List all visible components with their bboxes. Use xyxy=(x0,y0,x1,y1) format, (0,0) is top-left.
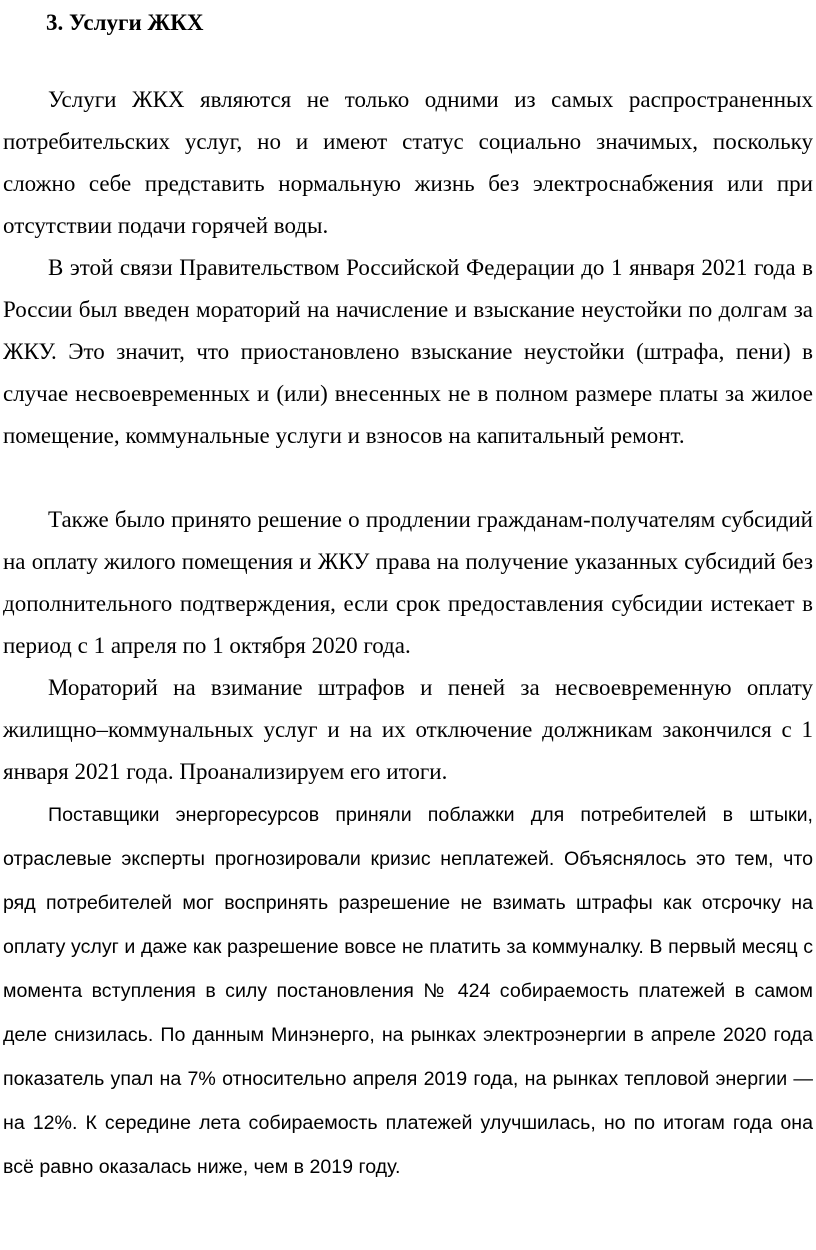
paragraph-housing-services-intro: Услуги ЖКХ являются не только одними из самых распространенных потребительских услуг, но и имеют статус социально значимых, поскольку сложно себе представить нормальную жизнь без электроснабжения или при отсутствии подачи горячей воды. xyxy=(3,87,813,238)
paragraph-subsidies-extension: Также было принято решение о продлении гражданам-получателям субсидий на оплату жилого помещения и ЖКУ права на получение указанных субсидий без дополнительного подтверждения, если срок предоставления субсидии истекает в период с 1 апреля по 1 октября 2020 года. xyxy=(3,507,813,658)
paragraph-moratorium-introduced: В этой связи Правительством Российской Федерации до 1 января 2021 года в России был введен мораторий на начисление и взыскание неустойки по долгам за ЖКУ. Это значит, что приостановлено взыскание неустойки (штрафа, пени) в случае несвоевременных и (или) внесенных не в полном размере платы за жилое помещение, коммунальные услуги и взносов на капитальный ремонт. xyxy=(3,255,813,448)
paragraph-moratorium-ended: Мораторий на взимание штрафов и пеней за несвоевременную оплату жилищно–коммунальных услуг и на их отключение должникам закончился с 1 января 2021 года. Проанализируем его итоги. xyxy=(3,675,813,784)
section-heading: 3. Услуги ЖКХ xyxy=(46,10,204,35)
paragraph-payment-collection-analysis: Поставщики энергоресурсов приняли поблажки для потребителей в штыки, отраслевые эксперты прогнозировали кризис неплатежей. Объяснялось это тем, что ряд потребителей мог воспринять разрешение не взимать штрафы как отсрочку на оплату услуг и даже как разрешение вовсе не платить за коммуналку. В первый месяц с момента вступления в силу постановления № 424 собираемость платежей в самом деле снизилась. По данным Минэнерго, на рынках электроэнергии в апреле 2020 года показатель упал на 7% относительно апреля 2019 года, на рынках тепловой энергии — на 12%. К середине лета собираемость платежей улучшилась, но по итогам года она всё равно оказалась ниже, чем в 2019 году. xyxy=(3,804,813,1178)
